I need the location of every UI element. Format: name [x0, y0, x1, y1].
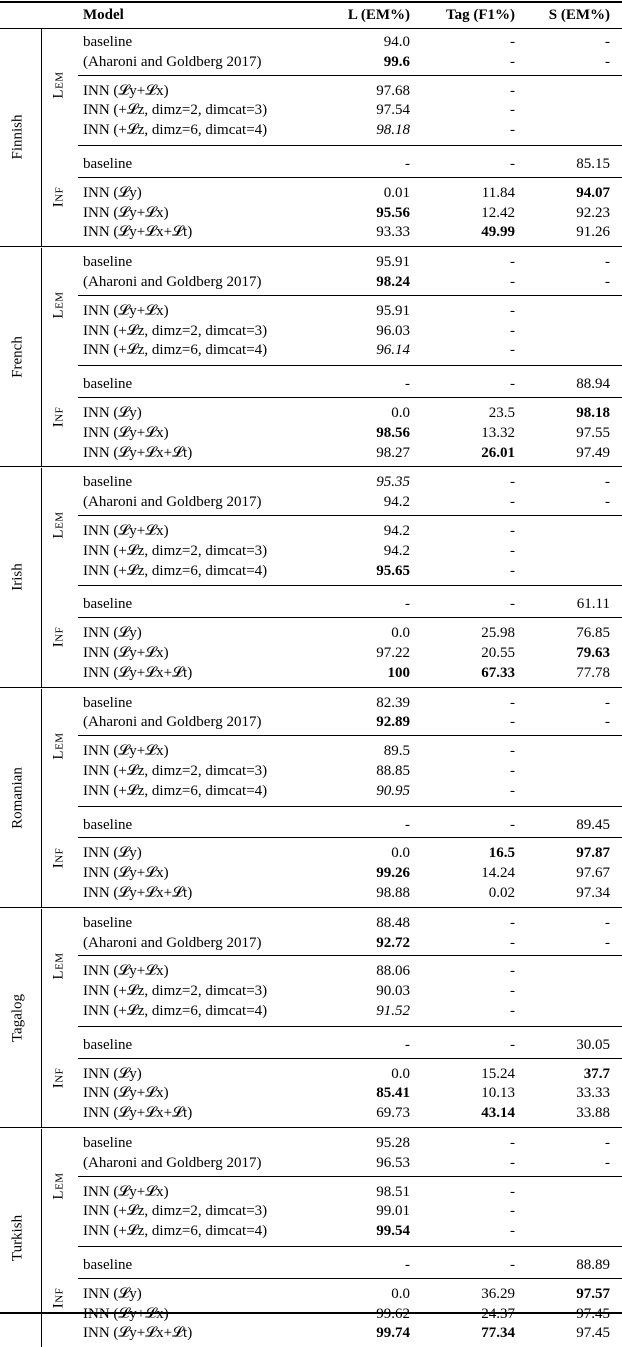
- surface-em-cell: 88.94: [576, 376, 610, 393]
- model-cell: (Aharoni and Goldberg 2017): [83, 53, 262, 70]
- language-label: [0, 1129, 36, 1347]
- group-rule: [78, 515, 622, 516]
- lemma-em-cell: 99.6: [383, 53, 410, 70]
- task-label-text: Inf: [50, 847, 67, 868]
- tag-f1-cell: -: [510, 342, 515, 359]
- model-cell: baseline: [83, 1135, 133, 1151]
- task-rule: [78, 145, 622, 146]
- model-cell: INN (𝓛y): [83, 845, 142, 862]
- surface-em-cell: 97.45: [576, 1325, 610, 1342]
- surface-em-cell: [520, 120, 610, 140]
- model-cell: INN (+𝓛z, dimz=6, dimcat=4): [83, 782, 268, 799]
- language-label: [0, 248, 36, 466]
- tag-f1-cell: -: [510, 34, 515, 50]
- header-surface-em: S (EM%): [548, 7, 610, 23]
- task-label-text: Lem: [50, 511, 67, 539]
- model-cell: baseline: [83, 376, 133, 393]
- surface-em-cell: 92.23: [576, 204, 610, 221]
- lemma-em-cell: 0.0: [391, 1285, 410, 1302]
- tag-f1-cell: -: [510, 934, 515, 951]
- surface-em-cell: 97.67: [576, 865, 610, 882]
- model-cell: INN (𝓛y+𝓛x+𝓛t): [83, 444, 193, 461]
- tag-f1-cell: -: [510, 322, 515, 339]
- lemma-em-cell: -: [405, 156, 410, 172]
- task-label-inf: [41, 370, 77, 464]
- model-cell: baseline: [83, 694, 133, 711]
- lemma-em-cell: 98.88: [376, 885, 410, 901]
- surface-em-cell: [520, 981, 610, 1001]
- surface-em-cell: -: [605, 714, 610, 731]
- surface-em-cell: 89.45: [576, 816, 610, 833]
- task-label-inf: [41, 1251, 77, 1345]
- surface-em-cell: 33.33: [576, 1085, 610, 1102]
- tag-f1-cell: -: [510, 1003, 515, 1019]
- tag-f1-cell: 15.24: [481, 1065, 515, 1082]
- task-rule: [78, 806, 622, 807]
- lemma-em-cell: -: [405, 1257, 410, 1273]
- task-label-text: Inf: [50, 1067, 67, 1089]
- lemma-em-cell: 0.0: [391, 1065, 410, 1082]
- surface-em-cell: 94.07: [576, 184, 610, 201]
- model-cell: baseline: [83, 34, 133, 50]
- model-cell: INN (𝓛y+𝓛x+𝓛t): [83, 224, 193, 241]
- model-cell: baseline: [83, 816, 133, 833]
- lemma-em-cell: 95.65: [376, 562, 410, 579]
- tag-f1-cell: -: [510, 1135, 515, 1151]
- lemma-em-cell: 94.2: [383, 494, 410, 511]
- surface-em-cell: 97.87: [576, 845, 610, 862]
- surface-em-cell: -: [605, 474, 610, 491]
- tag-f1-cell: -: [510, 1203, 515, 1220]
- surface-em-cell: [520, 1001, 610, 1021]
- group-rule: [78, 837, 622, 838]
- task-label-text: Lem: [50, 952, 67, 980]
- task-rule: [78, 365, 622, 366]
- lemma-em-cell: 94.2: [383, 523, 410, 539]
- tag-f1-cell: -: [510, 274, 515, 290]
- task-label-text: Inf: [50, 627, 67, 648]
- tag-f1-cell: -: [510, 714, 515, 731]
- surface-em-cell: -: [605, 914, 610, 931]
- task-label-lem: [41, 689, 77, 803]
- tag-f1-cell: -: [510, 763, 515, 779]
- model-cell: INN (+𝓛z, dimz=2, dimcat=3): [83, 763, 268, 779]
- lemma-em-cell: 91.52: [376, 1003, 410, 1019]
- lemma-em-cell: 88.06: [376, 963, 410, 980]
- header-lemma-em: L (EM%): [347, 7, 410, 23]
- surface-em-cell: 97.57: [576, 1285, 610, 1302]
- tag-f1-cell: 13.32: [481, 424, 515, 441]
- tag-f1-cell: -: [510, 102, 515, 119]
- tag-f1-cell: 12.42: [481, 204, 515, 221]
- model-cell: INN (+𝓛z, dimz=6, dimcat=4): [83, 122, 268, 139]
- tag-f1-cell: 67.33: [481, 664, 515, 681]
- surface-em-cell: -: [605, 934, 610, 951]
- lemma-em-cell: 88.85: [376, 763, 410, 779]
- surface-em-cell: [520, 1182, 610, 1202]
- model-cell: baseline: [83, 914, 133, 931]
- surface-em-cell: 91.26: [576, 224, 610, 241]
- tag-f1-cell: -: [510, 523, 515, 539]
- model-cell: INN (𝓛y+𝓛x): [83, 1085, 169, 1102]
- surface-em-cell: [520, 321, 610, 341]
- lemma-em-cell: 98.24: [376, 274, 410, 290]
- lemma-em-cell: 93.33: [376, 224, 410, 241]
- tag-f1-cell: 20.55: [481, 645, 515, 661]
- lemma-em-cell: 98.51: [376, 1183, 410, 1200]
- lemma-em-cell: 89.5: [383, 743, 410, 760]
- surface-em-cell: [520, 340, 610, 360]
- lemma-em-cell: 85.41: [376, 1085, 410, 1102]
- tag-f1-cell: -: [510, 542, 515, 559]
- language-rule: [0, 907, 622, 908]
- lemma-em-cell: 95.91: [376, 302, 410, 319]
- language-divider: [41, 689, 42, 907]
- lemma-em-cell: -: [405, 376, 410, 393]
- surface-em-cell: -: [605, 53, 610, 70]
- lemma-em-cell: 0.0: [391, 845, 410, 862]
- task-label-text: Lem: [50, 71, 67, 99]
- tag-f1-cell: -: [510, 494, 515, 511]
- tag-f1-cell: -: [510, 743, 515, 760]
- tag-f1-cell: -: [510, 562, 515, 579]
- model-cell: INN (𝓛y+𝓛x): [83, 82, 169, 99]
- surface-em-cell: 37.7: [583, 1065, 610, 1082]
- surface-em-cell: 76.85: [576, 625, 610, 642]
- language-name: Turkish: [9, 1215, 26, 1262]
- task-label-lem: [41, 28, 77, 142]
- language-divider: [41, 248, 42, 466]
- surface-em-cell: -: [605, 1154, 610, 1171]
- tag-f1-cell: 23.5: [488, 405, 515, 421]
- task-rule: [78, 1246, 622, 1247]
- lemma-em-cell: 92.72: [376, 934, 410, 951]
- tag-f1-cell: -: [510, 122, 515, 139]
- lemma-em-cell: 90.95: [376, 782, 410, 799]
- lemma-em-cell: 99.74: [376, 1325, 410, 1342]
- tag-f1-cell: 0.02: [488, 885, 515, 901]
- lemma-em-cell: -: [405, 596, 410, 613]
- task-label-text: Inf: [50, 186, 67, 208]
- lemma-em-cell: -: [405, 1036, 410, 1053]
- bottom-rule: [0, 1312, 622, 1314]
- tag-f1-cell: 49.99: [481, 224, 515, 241]
- group-rule: [78, 617, 622, 618]
- lemma-em-cell: 92.89: [376, 714, 410, 731]
- surface-em-cell: [520, 81, 610, 101]
- surface-em-cell: -: [605, 274, 610, 290]
- surface-em-cell: [520, 100, 610, 120]
- lemma-em-cell: 90.03: [376, 983, 410, 1000]
- tag-f1-cell: -: [510, 1036, 515, 1053]
- model-cell: INN (𝓛y): [83, 1065, 142, 1082]
- language-label: [0, 909, 36, 1127]
- tag-f1-cell: 14.24: [481, 865, 515, 882]
- model-cell: (Aharoni and Goldberg 2017): [83, 494, 262, 511]
- surface-em-cell: 97.34: [576, 885, 610, 901]
- language-label: [0, 468, 36, 686]
- surface-em-cell: [520, 521, 610, 541]
- model-cell: INN (+𝓛z, dimz=2, dimcat=3): [83, 1203, 268, 1220]
- tag-f1-cell: 11.84: [481, 184, 515, 201]
- tag-f1-cell: -: [510, 983, 515, 1000]
- lemma-em-cell: 100: [387, 664, 410, 681]
- tag-f1-cell: -: [510, 782, 515, 799]
- lemma-em-cell: 95.91: [376, 254, 410, 271]
- tag-f1-cell: 43.14: [481, 1105, 515, 1122]
- task-label-inf: [41, 150, 77, 244]
- surface-em-cell: -: [605, 694, 610, 711]
- model-cell: INN (𝓛y+𝓛x): [83, 963, 169, 980]
- task-label-inf: [41, 811, 77, 905]
- surface-em-cell: 61.11: [576, 596, 610, 613]
- model-cell: INN (𝓛y+𝓛x): [83, 743, 169, 760]
- model-cell: INN (𝓛y+𝓛x+𝓛t): [83, 1325, 193, 1342]
- surface-em-cell: -: [605, 1135, 610, 1151]
- surface-em-cell: [520, 1201, 610, 1221]
- language-label: [0, 28, 36, 246]
- group-rule: [78, 75, 622, 76]
- tag-f1-cell: 16.5: [488, 845, 515, 862]
- lemma-em-cell: 69.73: [376, 1105, 410, 1122]
- language-name: French: [9, 336, 26, 379]
- task-label-text: Inf: [50, 407, 67, 428]
- lemma-em-cell: 99.54: [376, 1223, 410, 1240]
- tag-f1-cell: -: [510, 82, 515, 99]
- lemma-em-cell: 94.0: [383, 34, 410, 50]
- model-cell: (Aharoni and Goldberg 2017): [83, 714, 262, 731]
- tag-f1-cell: -: [510, 156, 515, 172]
- tag-f1-cell: 36.29: [481, 1285, 515, 1302]
- surface-em-cell: [520, 961, 610, 981]
- surface-em-cell: 79.63: [576, 645, 610, 661]
- surface-em-cell: 97.55: [576, 424, 610, 441]
- lemma-em-cell: 98.18: [376, 122, 410, 139]
- tag-f1-cell: -: [510, 1257, 515, 1273]
- tag-f1-cell: 10.13: [481, 1085, 515, 1102]
- lemma-em-cell: 97.54: [376, 102, 410, 119]
- model-cell: INN (+𝓛z, dimz=6, dimcat=4): [83, 562, 268, 579]
- model-cell: INN (𝓛y+𝓛x): [83, 865, 169, 882]
- header-tag-f1: Tag (F1%): [445, 7, 515, 23]
- model-cell: (Aharoni and Goldberg 2017): [83, 1154, 262, 1171]
- model-cell: INN (+𝓛z, dimz=6, dimcat=4): [83, 342, 268, 359]
- model-cell: INN (𝓛y+𝓛x): [83, 204, 169, 221]
- language-divider: [41, 468, 42, 686]
- tag-f1-cell: -: [510, 254, 515, 271]
- task-rule: [78, 1026, 622, 1027]
- lemma-em-cell: 98.56: [376, 424, 410, 441]
- surface-em-cell: 33.88: [576, 1105, 610, 1122]
- tag-f1-cell: -: [510, 53, 515, 70]
- task-label-lem: [41, 909, 77, 1023]
- model-cell: INN (𝓛y+𝓛x): [83, 523, 169, 539]
- lemma-em-cell: 97.22: [376, 645, 410, 661]
- model-cell: baseline: [83, 596, 133, 613]
- surface-em-cell: 77.78: [576, 664, 610, 681]
- model-cell: INN (+𝓛z, dimz=6, dimcat=4): [83, 1003, 268, 1019]
- lemma-em-cell: 0.0: [391, 405, 410, 421]
- group-rule: [78, 177, 622, 178]
- lemma-em-cell: 99.01: [376, 1203, 410, 1220]
- task-label-inf: [41, 1031, 77, 1125]
- task-label-inf: [41, 590, 77, 684]
- model-cell: INN (𝓛y): [83, 184, 142, 201]
- surface-em-cell: 30.05: [576, 1036, 610, 1053]
- task-label-lem: [41, 468, 77, 582]
- model-cell: INN (+𝓛z, dimz=2, dimcat=3): [83, 983, 268, 1000]
- model-cell: INN (𝓛y+𝓛x): [83, 302, 169, 319]
- model-cell: INN (+𝓛z, dimz=2, dimcat=3): [83, 542, 268, 559]
- lemma-em-cell: 0.01: [383, 184, 410, 201]
- task-label-text: Lem: [50, 291, 67, 319]
- lemma-em-cell: 95.35: [376, 474, 410, 491]
- tag-f1-cell: -: [510, 1154, 515, 1171]
- model-cell: INN (𝓛y+𝓛x): [83, 645, 169, 661]
- language-label: [0, 689, 36, 907]
- tag-f1-cell: -: [510, 694, 515, 711]
- group-rule: [78, 1278, 622, 1279]
- tag-f1-cell: -: [510, 816, 515, 833]
- surface-em-cell: 85.15: [576, 156, 610, 172]
- model-cell: baseline: [83, 156, 133, 172]
- model-cell: INN (𝓛y): [83, 1285, 142, 1302]
- model-cell: INN (𝓛y+𝓛x+𝓛t): [83, 1105, 193, 1122]
- group-rule: [78, 735, 622, 736]
- task-label-lem: [41, 1129, 77, 1243]
- model-cell: INN (𝓛y+𝓛x+𝓛t): [83, 664, 193, 681]
- task-label-text: Lem: [50, 732, 67, 760]
- language-rule: [0, 246, 622, 247]
- language-rule: [0, 1127, 622, 1128]
- language-rule: [0, 687, 622, 688]
- language-divider: [41, 909, 42, 1127]
- header-rule: [0, 28, 622, 29]
- tag-f1-cell: 25.98: [481, 625, 515, 642]
- tag-f1-cell: -: [510, 963, 515, 980]
- language-divider: [41, 1129, 42, 1347]
- lemma-em-cell: 82.39: [376, 694, 410, 711]
- lemma-em-cell: 88.48: [376, 914, 410, 931]
- surface-em-cell: 97.49: [576, 444, 610, 461]
- language-rule: [0, 466, 622, 467]
- tag-f1-cell: -: [510, 596, 515, 613]
- lemma-em-cell: 97.68: [376, 82, 410, 99]
- lemma-em-cell: 95.28: [376, 1135, 410, 1151]
- model-cell: INN (𝓛y+𝓛x+𝓛t): [83, 885, 193, 901]
- tag-f1-cell: -: [510, 302, 515, 319]
- lemma-em-cell: 95.56: [376, 204, 410, 221]
- surface-em-cell: 88.89: [576, 1257, 610, 1273]
- model-cell: INN (+𝓛z, dimz=6, dimcat=4): [83, 1223, 268, 1240]
- lemma-em-cell: 98.27: [376, 444, 410, 461]
- model-cell: (Aharoni and Goldberg 2017): [83, 934, 262, 951]
- language-divider: [41, 28, 42, 246]
- lemma-em-cell: 96.14: [376, 342, 410, 359]
- group-rule: [78, 955, 622, 956]
- surface-em-cell: [520, 761, 610, 781]
- tag-f1-cell: -: [510, 1223, 515, 1240]
- language-name: Irish: [9, 563, 26, 592]
- surface-em-cell: -: [605, 494, 610, 511]
- tag-f1-cell: -: [510, 376, 515, 393]
- surface-em-cell: [520, 781, 610, 801]
- surface-em-cell: -: [605, 34, 610, 50]
- group-rule: [78, 1176, 622, 1177]
- surface-em-cell: 98.18: [576, 405, 610, 421]
- lemma-em-cell: 0.0: [391, 625, 410, 642]
- model-cell: baseline: [83, 1257, 133, 1273]
- tag-f1-cell: -: [510, 1183, 515, 1200]
- header-model: Model: [83, 7, 124, 23]
- surface-em-cell: [520, 541, 610, 561]
- model-cell: INN (𝓛y+𝓛x): [83, 1183, 169, 1200]
- model-cell: baseline: [83, 254, 133, 271]
- tag-f1-cell: 26.01: [481, 444, 515, 461]
- top-rule: [0, 1, 622, 3]
- model-cell: INN (𝓛y): [83, 405, 142, 421]
- model-cell: INN (𝓛y): [83, 625, 142, 642]
- language-name: Romanian: [9, 766, 26, 829]
- model-cell: baseline: [83, 474, 133, 491]
- model-cell: INN (+𝓛z, dimz=2, dimcat=3): [83, 322, 268, 339]
- lemma-em-cell: 94.2: [383, 542, 410, 559]
- lemma-em-cell: 99.26: [376, 865, 410, 882]
- task-rule: [78, 585, 622, 586]
- tag-f1-cell: -: [510, 474, 515, 491]
- model-cell: INN (𝓛y+𝓛x): [83, 424, 169, 441]
- group-rule: [78, 1058, 622, 1059]
- task-label-lem: [41, 248, 77, 362]
- language-name: Tagalog: [9, 993, 26, 1042]
- surface-em-cell: [520, 561, 610, 581]
- model-cell: baseline: [83, 1036, 133, 1053]
- surface-em-cell: [520, 1221, 610, 1241]
- surface-em-cell: [520, 741, 610, 761]
- task-label-text: Inf: [50, 1287, 67, 1309]
- surface-em-cell: [520, 301, 610, 321]
- lemma-em-cell: 96.53: [376, 1154, 410, 1171]
- language-name: Finnish: [9, 114, 26, 160]
- tag-f1-cell: 77.34: [481, 1325, 515, 1342]
- model-cell: INN (+𝓛z, dimz=2, dimcat=3): [83, 102, 268, 119]
- group-rule: [78, 295, 622, 296]
- model-cell: (Aharoni and Goldberg 2017): [83, 274, 262, 290]
- tag-f1-cell: -: [510, 914, 515, 931]
- task-label-text: Lem: [50, 1172, 67, 1200]
- lemma-em-cell: 96.03: [376, 322, 410, 339]
- group-rule: [78, 397, 622, 398]
- lemma-em-cell: -: [405, 816, 410, 833]
- surface-em-cell: -: [605, 254, 610, 271]
